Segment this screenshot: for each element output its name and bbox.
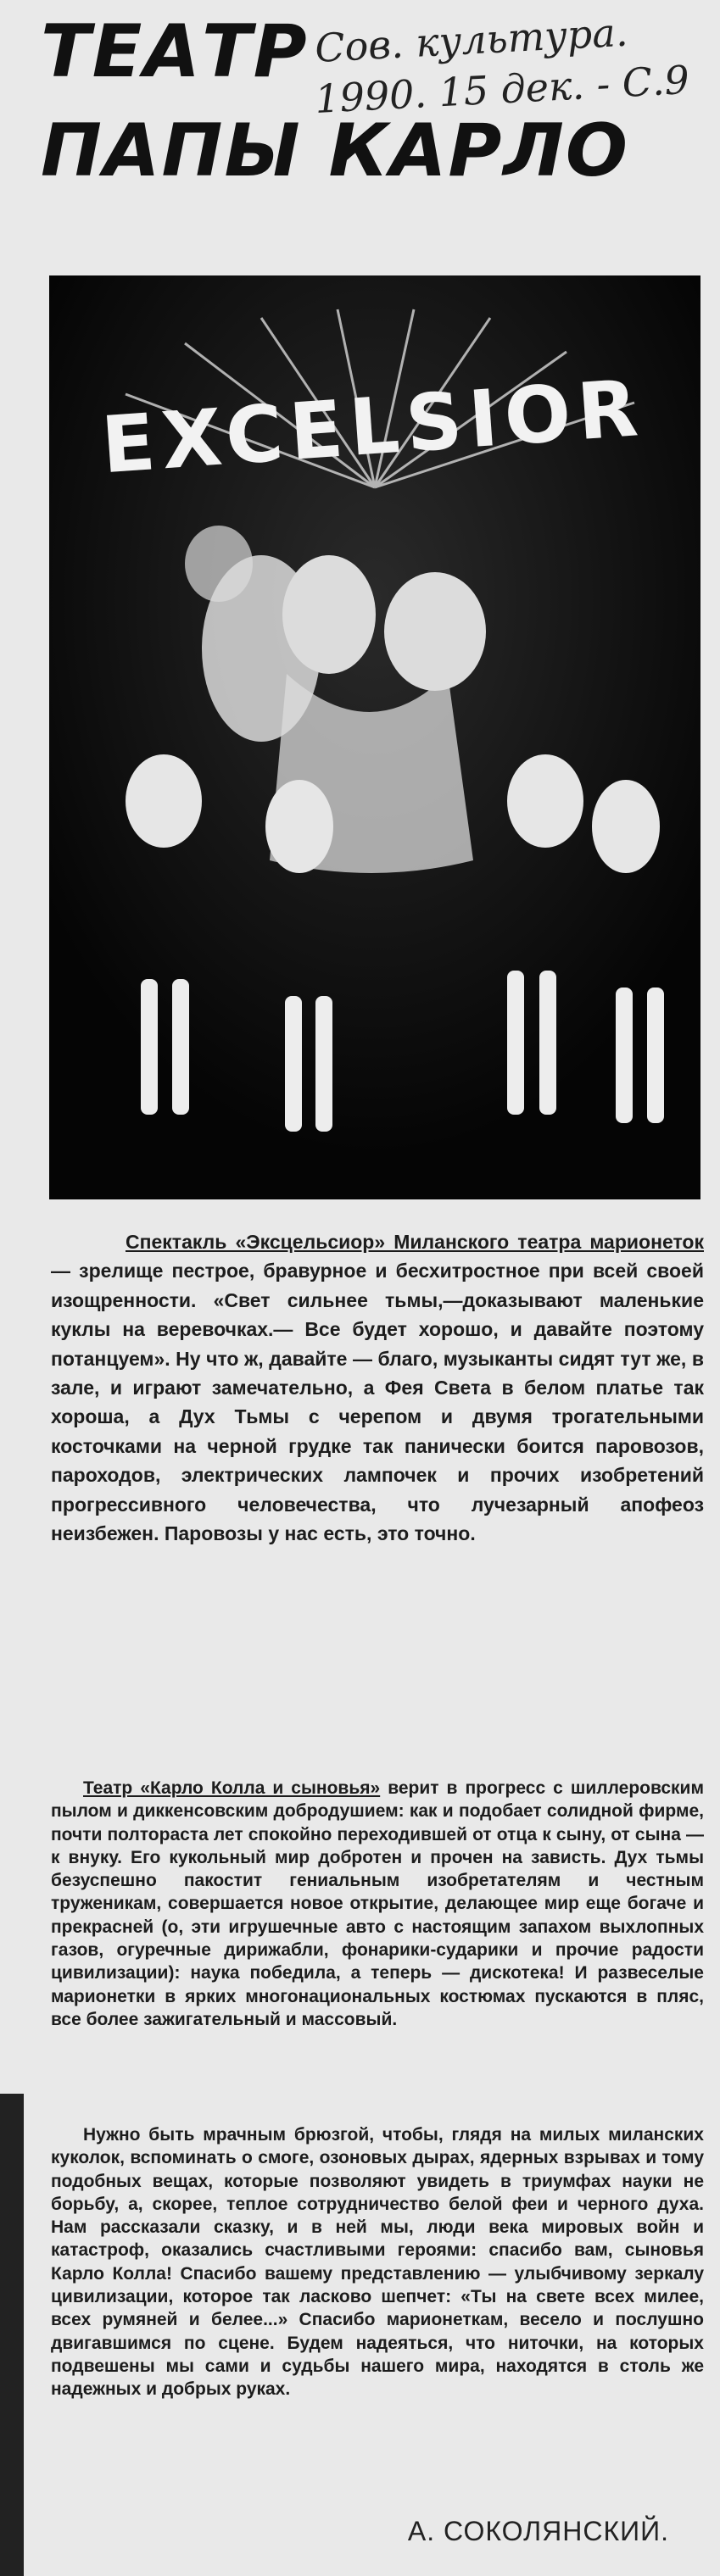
handwritten-note-line-1: Сов. культура. (314, 8, 629, 71)
paragraph-1 (51, 1227, 704, 1548)
marionette-photo (49, 275, 700, 1199)
paragraph-2 (51, 1777, 704, 2031)
scan-edge-shadow (0, 2094, 24, 2576)
handwritten-note-line-2: 1990. 15 дек. - С.9 (314, 56, 691, 122)
paragraph-3 (51, 2123, 704, 2401)
paragraph-3-text: Нужно быть мрачным брюзгой, чтобы, глядя на милых миланских куколок, вспоминать о смоге, озоновых дырах, ядерных взрывах и тому подобных вещах, которые позволяют увидеть в триумфах науки не борьбу, а, скорее, теплое сотрудничество белой феи и черного духа. Нам рассказали сказку, и в ней мы, люди века мировых войн и катастроф, оказались счастливыми героями: спасибо вам, сыновья Карло Колла! Спасибо вашему представлению — улыбчивому зеркалу цивилизации, которое так ласково шепчет: «Ты на свете всех милее, всех румяней и белее...» Спасибо марионеткам, весело и послушно двигавшимся по сцене. Будем надеяться, что ниточки, на которых подвешены мы сами и судьбы нашего мира, находятся в столь же надежных и добрых руках. (51, 2125, 704, 2400)
photo-illustration (49, 275, 700, 1199)
author-signature: А. СОКОЛЯНСКИЙ. (407, 2516, 669, 2546)
headline-line-1: ТЕАТР (41, 9, 309, 94)
paragraph-1-lead: Спектакль «Эксцельсиор» Миланского театра марионеток (126, 1231, 704, 1253)
paragraph-1-text: — зрелище пестрое, бравурное и бесхитростное при всей своей изощренности. «Свет сильнее тьмы,—доказывают маленькие куклы на веревочках.— Все будет хорошо, и давайте поэтому потанцуем». Ну что ж, давайте — благо, музыканты сидят тут же, в зале, и играют замечательно, а Фея Света в белом платье так хороша, а Дух Тьмы с черепом и двумя трогательными косточками на черной грудке так панически боится паровозов, пароходов, электрических лампочек и прочих изобретений прогрессивного человечества, что лучезарный апофеоз неизбежен. Паровозы у нас есть, это точно. (51, 1260, 704, 1545)
paragraph-2-text: верит в прогресс с шиллеровским пылом и диккенсовским добродушием: как и подобает солидной фирме, почти полтораста лет спокойно переходившей от отца к сыну, от сына — к внуку. Его кукольный мир добротен и прочен на зависть. Дух тьмы безуспешно пакостит гениальным изобретателям и честным труженикам, совершается новое открытие, делающее мир еще богаче и прекрасней (о, эти игрушечные авто с настоящим запахом выхлопных газов, огуречные дирижабли, фонарики-сударики и прочие радости цивилизации): наука победила, а теперь — дискотека! И развеселые марионетки в ярких многонациональных костюмах пускаются в пляс, все более зажигательный и массовый. (51, 1778, 704, 2029)
headline-line-2: ПАПЫ КАРЛО (41, 108, 629, 193)
excelsior-sign-text: EXCELSIOR (98, 362, 648, 492)
paragraph-2-lead: Театр «Карло Колла и сыновья» (83, 1778, 381, 1798)
